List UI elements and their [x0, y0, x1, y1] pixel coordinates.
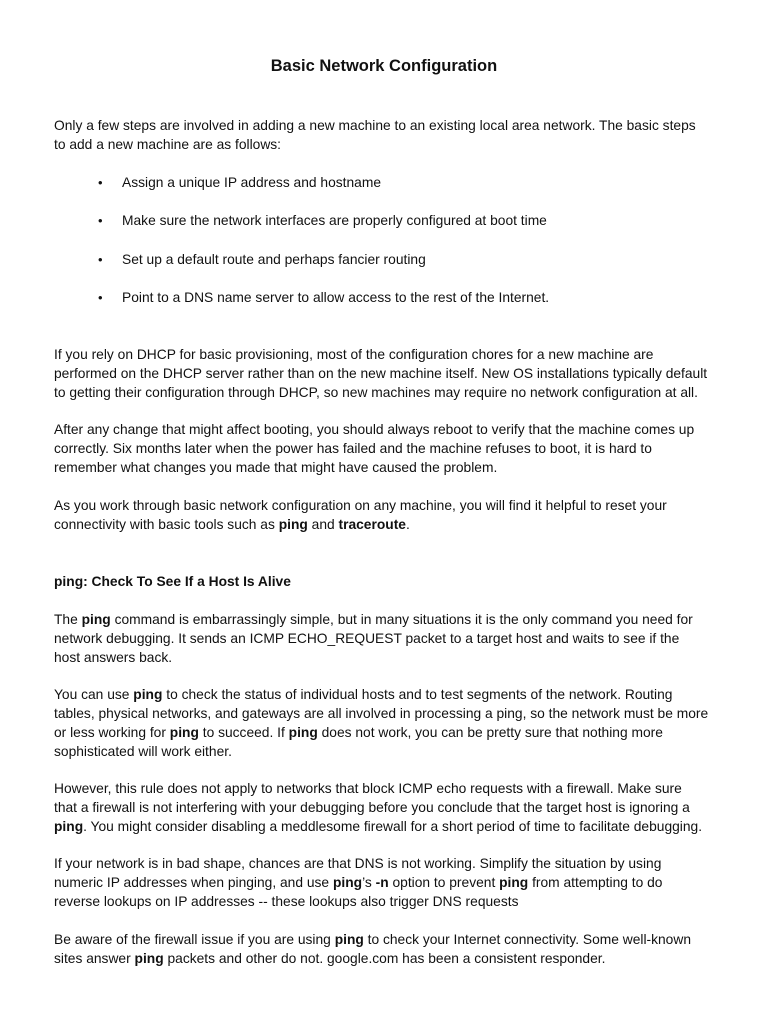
text-run: The [54, 612, 82, 627]
text-run: to check the status of individual hosts and to test segments of the network. Routing [162, 687, 673, 702]
ping-paragraph-5 [54, 930, 718, 968]
ping-p4-line-2 [54, 873, 718, 892]
ping-paragraph-2 [54, 685, 718, 761]
intro-paragraph [54, 116, 718, 154]
tools-line-1: As you work through basic network configuration on any machine, you will find it helpful to reset your [54, 498, 667, 513]
command-ping: ping [54, 819, 84, 834]
ping-paragraph-1 [54, 610, 718, 667]
list-item-text: Set up a default route and perhaps fancier routing [122, 252, 426, 267]
reboot-paragraph [54, 420, 718, 477]
ping-p2-line-3 [54, 723, 718, 742]
ping-p4-line-1: If your network is in bad shape, chances are that DNS is not working. Simplify the situation by using [54, 856, 662, 871]
text-run: packets and other do not. google.com has been a consistent responder. [163, 951, 606, 966]
page-title: Basic Network Configuration [270, 57, 498, 75]
command-ping: ping [334, 932, 364, 947]
command-ping: ping [499, 875, 529, 890]
ping-p1-line-3: host answers back. [54, 650, 173, 665]
text-run: connectivity with basic tools such as [54, 517, 279, 532]
ping-p5-line-2 [54, 949, 718, 968]
bullet-icon: • [98, 175, 103, 190]
ping-p2-line-1 [54, 685, 718, 704]
text-run: to succeed. If [198, 725, 289, 740]
ping-p3-line-3 [54, 817, 718, 836]
text-run: does not work, you can be pretty sure that nothing more [317, 725, 663, 740]
reboot-line-3: remember what changes you made that might have caused the problem. [54, 460, 498, 475]
command-ping: ping [169, 725, 199, 740]
text-run: to check your Internet connectivity. Some well-known [363, 932, 691, 947]
ping-paragraph-4 [54, 854, 718, 911]
ping-p1-line-1 [54, 610, 718, 629]
command-ping: ping [134, 951, 164, 966]
text-run: . [405, 517, 410, 532]
command-traceroute: traceroute [338, 517, 406, 532]
dhcp-line-3: to getting their configuration through DHCP, so new machines may require no network configuration at all. [54, 385, 698, 400]
reboot-line-2: correctly. Six months later when the power has failed and the machine refuses to boot, it is hard to [54, 441, 652, 456]
command-ping: ping [288, 725, 318, 740]
ping-p3-line-2: that a firewall is not interfering with your debugging before you conclude that the target host is ignoring a [54, 800, 690, 815]
section-heading-ping: ping: Check To See If a Host Is Alive [54, 574, 291, 589]
ping-p3-line-1: However, this rule does not apply to networks that block ICMP echo requests with a firewall. Make sure [54, 781, 682, 796]
intro-line-1: Only a few steps are involved in adding a new machine to an existing local area network. The basic steps [54, 118, 696, 133]
text-run: from attempting to do [528, 875, 663, 890]
tools-paragraph [54, 496, 718, 534]
text-run: sites answer [54, 951, 135, 966]
command-ping: ping [332, 875, 363, 890]
bullet-icon: • [98, 252, 103, 267]
dhcp-line-1: If you rely on DHCP for basic provisioning, most of the configuration chores for a new machine are [54, 347, 654, 362]
text-run: numeric IP addresses when pinging, and use [54, 875, 333, 890]
dhcp-line-2: performed on the DHCP server rather than on the new machine itself. New OS installations typically default [54, 366, 708, 381]
dhcp-paragraph [54, 345, 718, 402]
text-run: command is embarrassingly simple, but in many situations it is the only command you need for [110, 612, 693, 627]
text-run: You can use [54, 687, 134, 702]
intro-line-2: to add a new machine are as follows: [54, 137, 282, 152]
bullet-icon: • [98, 290, 103, 305]
ping-p2-line-4: sophisticated will work either. [54, 744, 232, 759]
text-run: and [307, 517, 339, 532]
bullet-icon: • [98, 213, 103, 228]
list-item-text: Assign a unique IP address and hostname [122, 175, 381, 190]
text-run: . You might consider disabling a meddlesome firewall for a short period of time to facilitate debugging. [83, 819, 703, 834]
command-ping: ping [278, 517, 308, 532]
list-item-text: Point to a DNS name server to allow access to the rest of the Internet. [122, 290, 550, 305]
text-run: option to prevent [388, 875, 500, 890]
ping-paragraph-3 [54, 779, 718, 836]
list-item-text: Make sure the network interfaces are properly configured at boot time [122, 213, 547, 228]
ping-p4-line-3: reverse lookups on IP addresses -- these lookups also trigger DNS requests [54, 894, 519, 909]
text-run: Be aware of the firewall issue if you are using [54, 932, 335, 947]
text-run: ’s [362, 875, 376, 890]
ping-p5-line-1 [54, 930, 718, 949]
command-ping: ping [81, 612, 111, 627]
text-run: or less working for [54, 725, 170, 740]
option-n: -n [375, 875, 389, 890]
ping-p2-line-2: tables, physical networks, and gateways are all involved in processing a ping, so the network must be more [54, 706, 709, 721]
reboot-line-1: After any change that might affect booting, you should always reboot to verify that the machine comes up [54, 422, 695, 437]
command-ping: ping [133, 687, 163, 702]
tools-line-2 [54, 515, 718, 534]
ping-p1-line-2: network debugging. It sends an ICMP ECHO_REQUEST packet to a target host and waits to see if the [54, 631, 680, 646]
